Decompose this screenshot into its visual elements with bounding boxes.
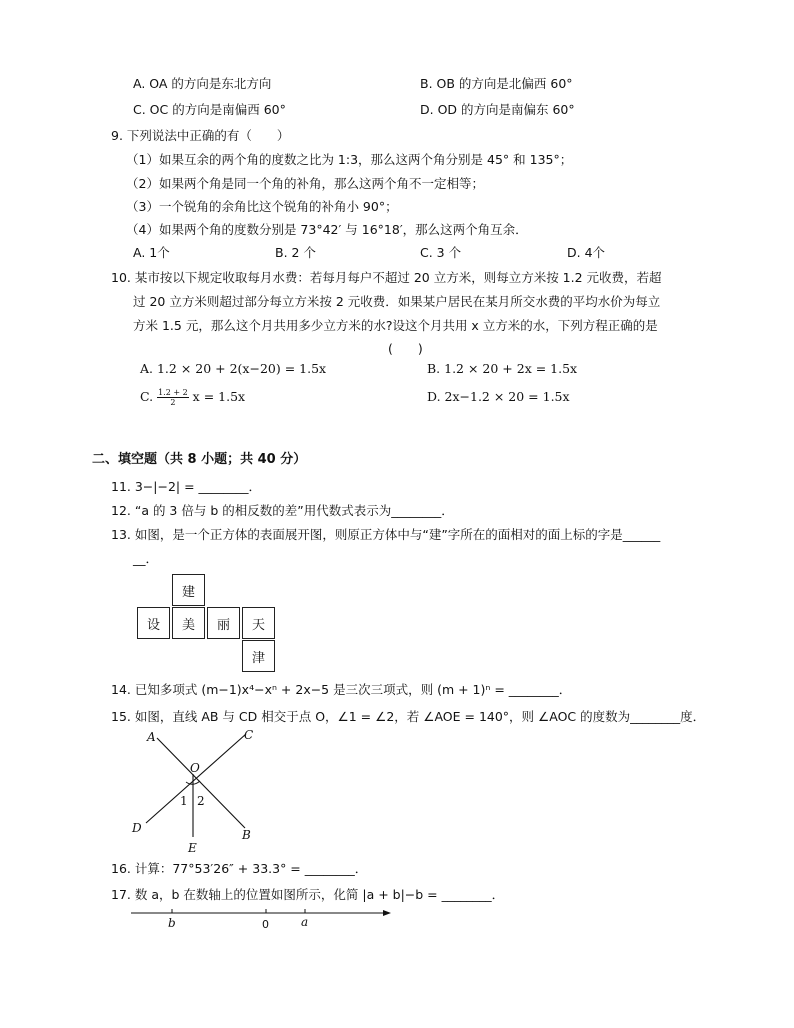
q9-option-c: C. 3 个 — [420, 245, 462, 260]
q9-option-d: D. 4个 — [567, 245, 606, 260]
cube-face-tian: 天 — [242, 607, 275, 639]
q10-option-a: A. 1.2 × 20 + 2(x−20) = 1.5x — [140, 361, 327, 376]
q10-answer-paren: ( ) — [388, 341, 423, 356]
cube-face-jian: 建 — [172, 574, 205, 606]
section-2-title: 二、填空题（共 8 小题；共 40 分） — [92, 452, 307, 467]
number-line-label-b: b — [168, 916, 176, 930]
label-a: A — [147, 730, 156, 744]
fraction-numerator: 1.2 + 2 — [158, 388, 188, 397]
q9-statement-1: （1）如果互余的两个角的度数之比为 1:3，那么这两个角分别是 45° 和 135°； — [126, 152, 573, 167]
q10-line-3: 方米 1.5 元，那么这个月共用多少立方米的水?设这个月共用 x 立方米的水，下列方程正确的是 — [133, 318, 658, 333]
fraction-denominator: 2 — [170, 398, 176, 407]
q9-statement-4: （4）如果两个角的度数分别是 73°42′ 与 16°18′，那么这两个角互余． — [126, 222, 528, 237]
q8-option-c: C. OC 的方向是南偏西 60° — [133, 102, 286, 117]
q9-option-b: B. 2 个 — [275, 245, 316, 260]
q10-option-c — [140, 386, 245, 408]
q10-option-b: B. 1.2 × 20 + 2x = 1.5x — [427, 361, 578, 376]
label-angle-1: 1 — [180, 794, 188, 808]
label-e: E — [188, 841, 197, 855]
cube-face-jin: 津 — [242, 640, 275, 672]
number-line-figure — [125, 903, 395, 933]
q9-option-a: A. 1个 — [133, 245, 170, 260]
label-angle-2: 2 — [197, 794, 205, 808]
q13-line-2: __． — [133, 551, 159, 566]
label-o: O — [190, 761, 200, 775]
q9-statement-3: （3）一个锐角的余角比这个锐角的补角小 90°； — [126, 199, 398, 214]
q10-option-c-rest: x = 1.5x — [192, 389, 246, 404]
q10-line-2: 过 20 立方米则超过部分每立方米按 2 元收费．如果某户居民在某月所交水费的平均水价为每立 — [133, 294, 661, 309]
number-line-label-zero: 0 — [262, 918, 269, 931]
q8-option-a: A. OA 的方向是东北方向 — [133, 76, 272, 91]
q9-stem: 9. 下列说法中正确的有（ ） — [111, 128, 290, 143]
q14-text: 14. 已知多项式 (m−1)x⁴−xⁿ + 2x−5 是三次三项式，则 (m + 1)ⁿ = ________． — [111, 682, 572, 697]
q10-option-c-prefix: C. — [140, 389, 154, 404]
line-cd — [146, 734, 246, 823]
q10-option-c-fraction — [157, 388, 189, 407]
cube-face-li: 丽 — [207, 607, 240, 639]
cube-face-mei: 美 — [172, 607, 205, 639]
q17-text: 17. 数 a，b 在数轴上的位置如图所示，化简 |a + b|−b = ________． — [111, 887, 505, 902]
number-line-label-a: a — [301, 915, 309, 929]
q13-line-1: 13. 如图，是一个正方体的表面展开图，则原正方体中与“建”字所在的面相对的面上标的字是______ — [111, 527, 661, 542]
q16-text: 16. 计算：77°53′26″ + 33.3° = ________． — [111, 861, 368, 876]
q12-text: 12. “a 的 3 倍与 b 的相反数的差”用代数式表示为________． — [111, 503, 454, 518]
label-d: D — [132, 821, 142, 835]
label-b: B — [242, 828, 251, 842]
q8-option-b: B. OB 的方向是北偏西 60° — [420, 76, 573, 91]
intersecting-lines-figure — [120, 722, 270, 857]
line-ab — [157, 738, 245, 828]
q9-statement-2: （2）如果两个角是同一个角的补角，那么这两个角不一定相等； — [126, 176, 484, 191]
label-c: C — [244, 728, 254, 742]
q15-text: 15. 如图，直线 AB 与 CD 相交于点 O，∠1 = ∠2，若 ∠AOE = 140°，则 ∠AOC 的度数为________度． — [111, 709, 706, 724]
q10-option-d: D. 2x−1.2 × 20 = 1.5x — [427, 389, 570, 404]
q11-text: 11. 3−|−2| = ________． — [111, 479, 262, 494]
q8-option-d: D. OD 的方向是南偏东 60° — [420, 102, 575, 117]
cube-face-she: 设 — [137, 607, 170, 639]
q10-line-1: 10. 某市按以下规定收取每月水费：若每月每户不超过 20 立方米，则每立方米按 1.2 元收费，若超 — [111, 270, 662, 285]
arrow-right-icon — [383, 910, 391, 916]
